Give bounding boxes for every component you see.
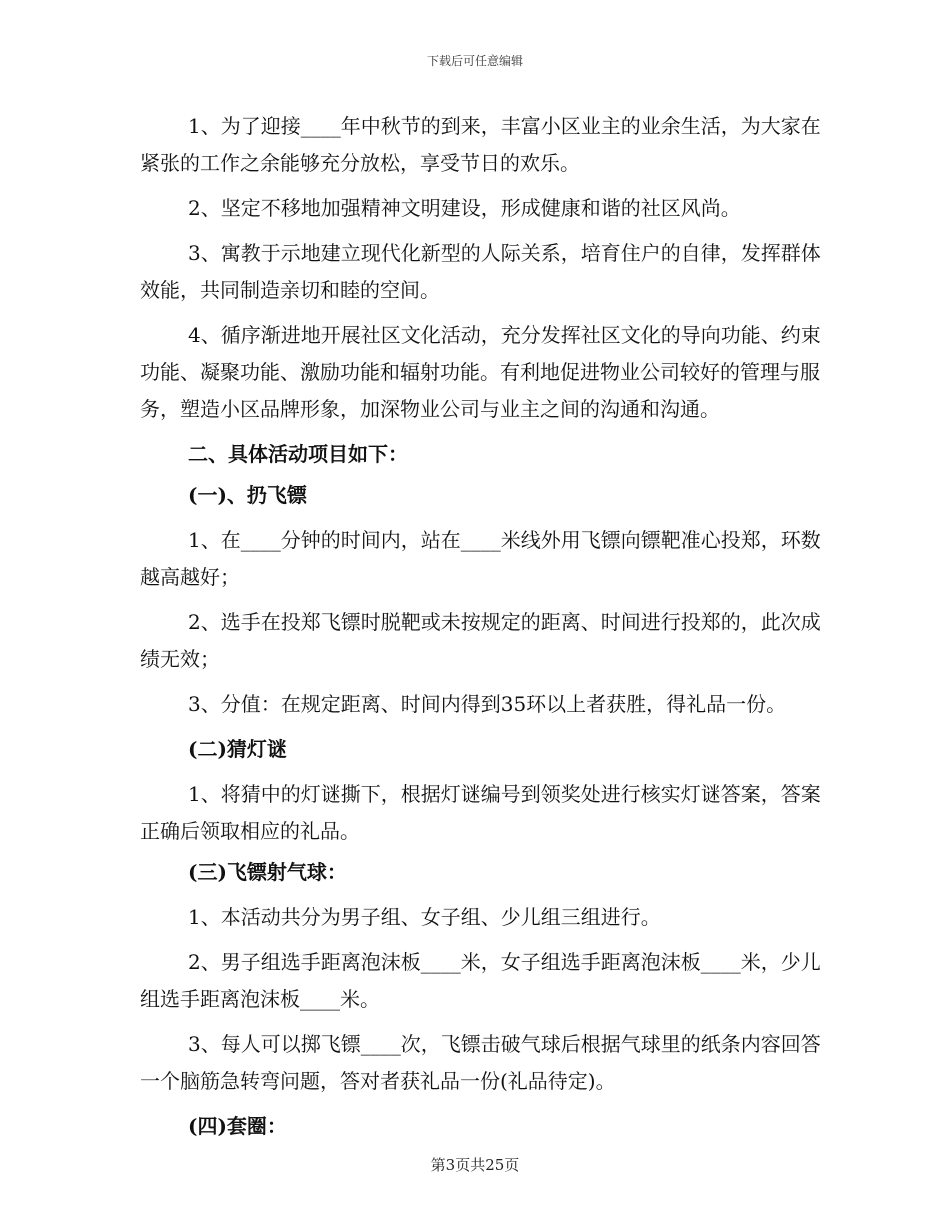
subsection-heading: (四)套圈： <box>188 1114 287 1138</box>
paragraph: 3、寓教于示地建立现代化新型的人际关系，培育住户的自律，发挥群体效能，共同制造亲切和睦的空间。 <box>140 241 821 302</box>
paragraph: 2、男子组选手距离泡沫板____米，女子组选手距离泡沫板____米，少儿组选手距离泡沫板____米。 <box>140 950 821 1011</box>
paragraph: 2、选手在投郑飞镖时脱靶或未按规定的距离、时间进行投郑的，此次成绩无效； <box>140 610 821 671</box>
page-header: 下载后可任意编辑 <box>426 54 523 68</box>
page-number: 第3页共25页 <box>430 1156 520 1174</box>
paragraph: 3、分值：在规定距离、时间内得到35环以上者获胜，得礼品一份。 <box>188 692 787 716</box>
subsection-heading: (二)猜灯谜 <box>188 737 287 761</box>
document-body <box>140 108 830 1145</box>
paragraph: 3、每人可以掷飞镖____次，飞镖击破气球后根据气球里的纸条内容回答一个脑筋急转弯问题，答对者获礼品一份(礼品待定)。 <box>140 1032 821 1093</box>
subsection-heading: (一)、扔飞镖 <box>188 483 307 507</box>
paragraph: 4、循序渐进地开展社区文化活动，充分发挥社区文化的导向功能、约束功能、凝聚功能、激励功能和辐射功能。有利地促进物业公司较好的管理与服务，塑造小区品牌形象，加深物业公司与业主之间的沟通和沟通。 <box>140 323 821 421</box>
paragraph: 2、坚定不移地加强精神文明建设，形成健康和谐的社区风尚。 <box>188 196 741 220</box>
paragraph: 1、在____分钟的时间内，站在____米线外用飞镖向镖靶准心投郑，环数越高越好； <box>140 528 821 589</box>
paragraph: 1、为了迎接____年中秋节的到来，丰富小区业主的业余生活，为大家在紧张的工作之余能够充分放松，享受节日的欢乐。 <box>140 114 821 175</box>
paragraph: 1、本活动共分为男子组、女子组、少儿组三组进行。 <box>188 905 661 929</box>
subsection-heading: (三)飞镖射气球： <box>188 860 347 884</box>
paragraph: 1、将猜中的灯谜撕下，根据灯谜编号到领奖处进行核实灯谜答案，答案正确后领取相应的礼品。 <box>140 782 821 843</box>
section-heading: 二、具体活动项目如下： <box>188 442 408 466</box>
